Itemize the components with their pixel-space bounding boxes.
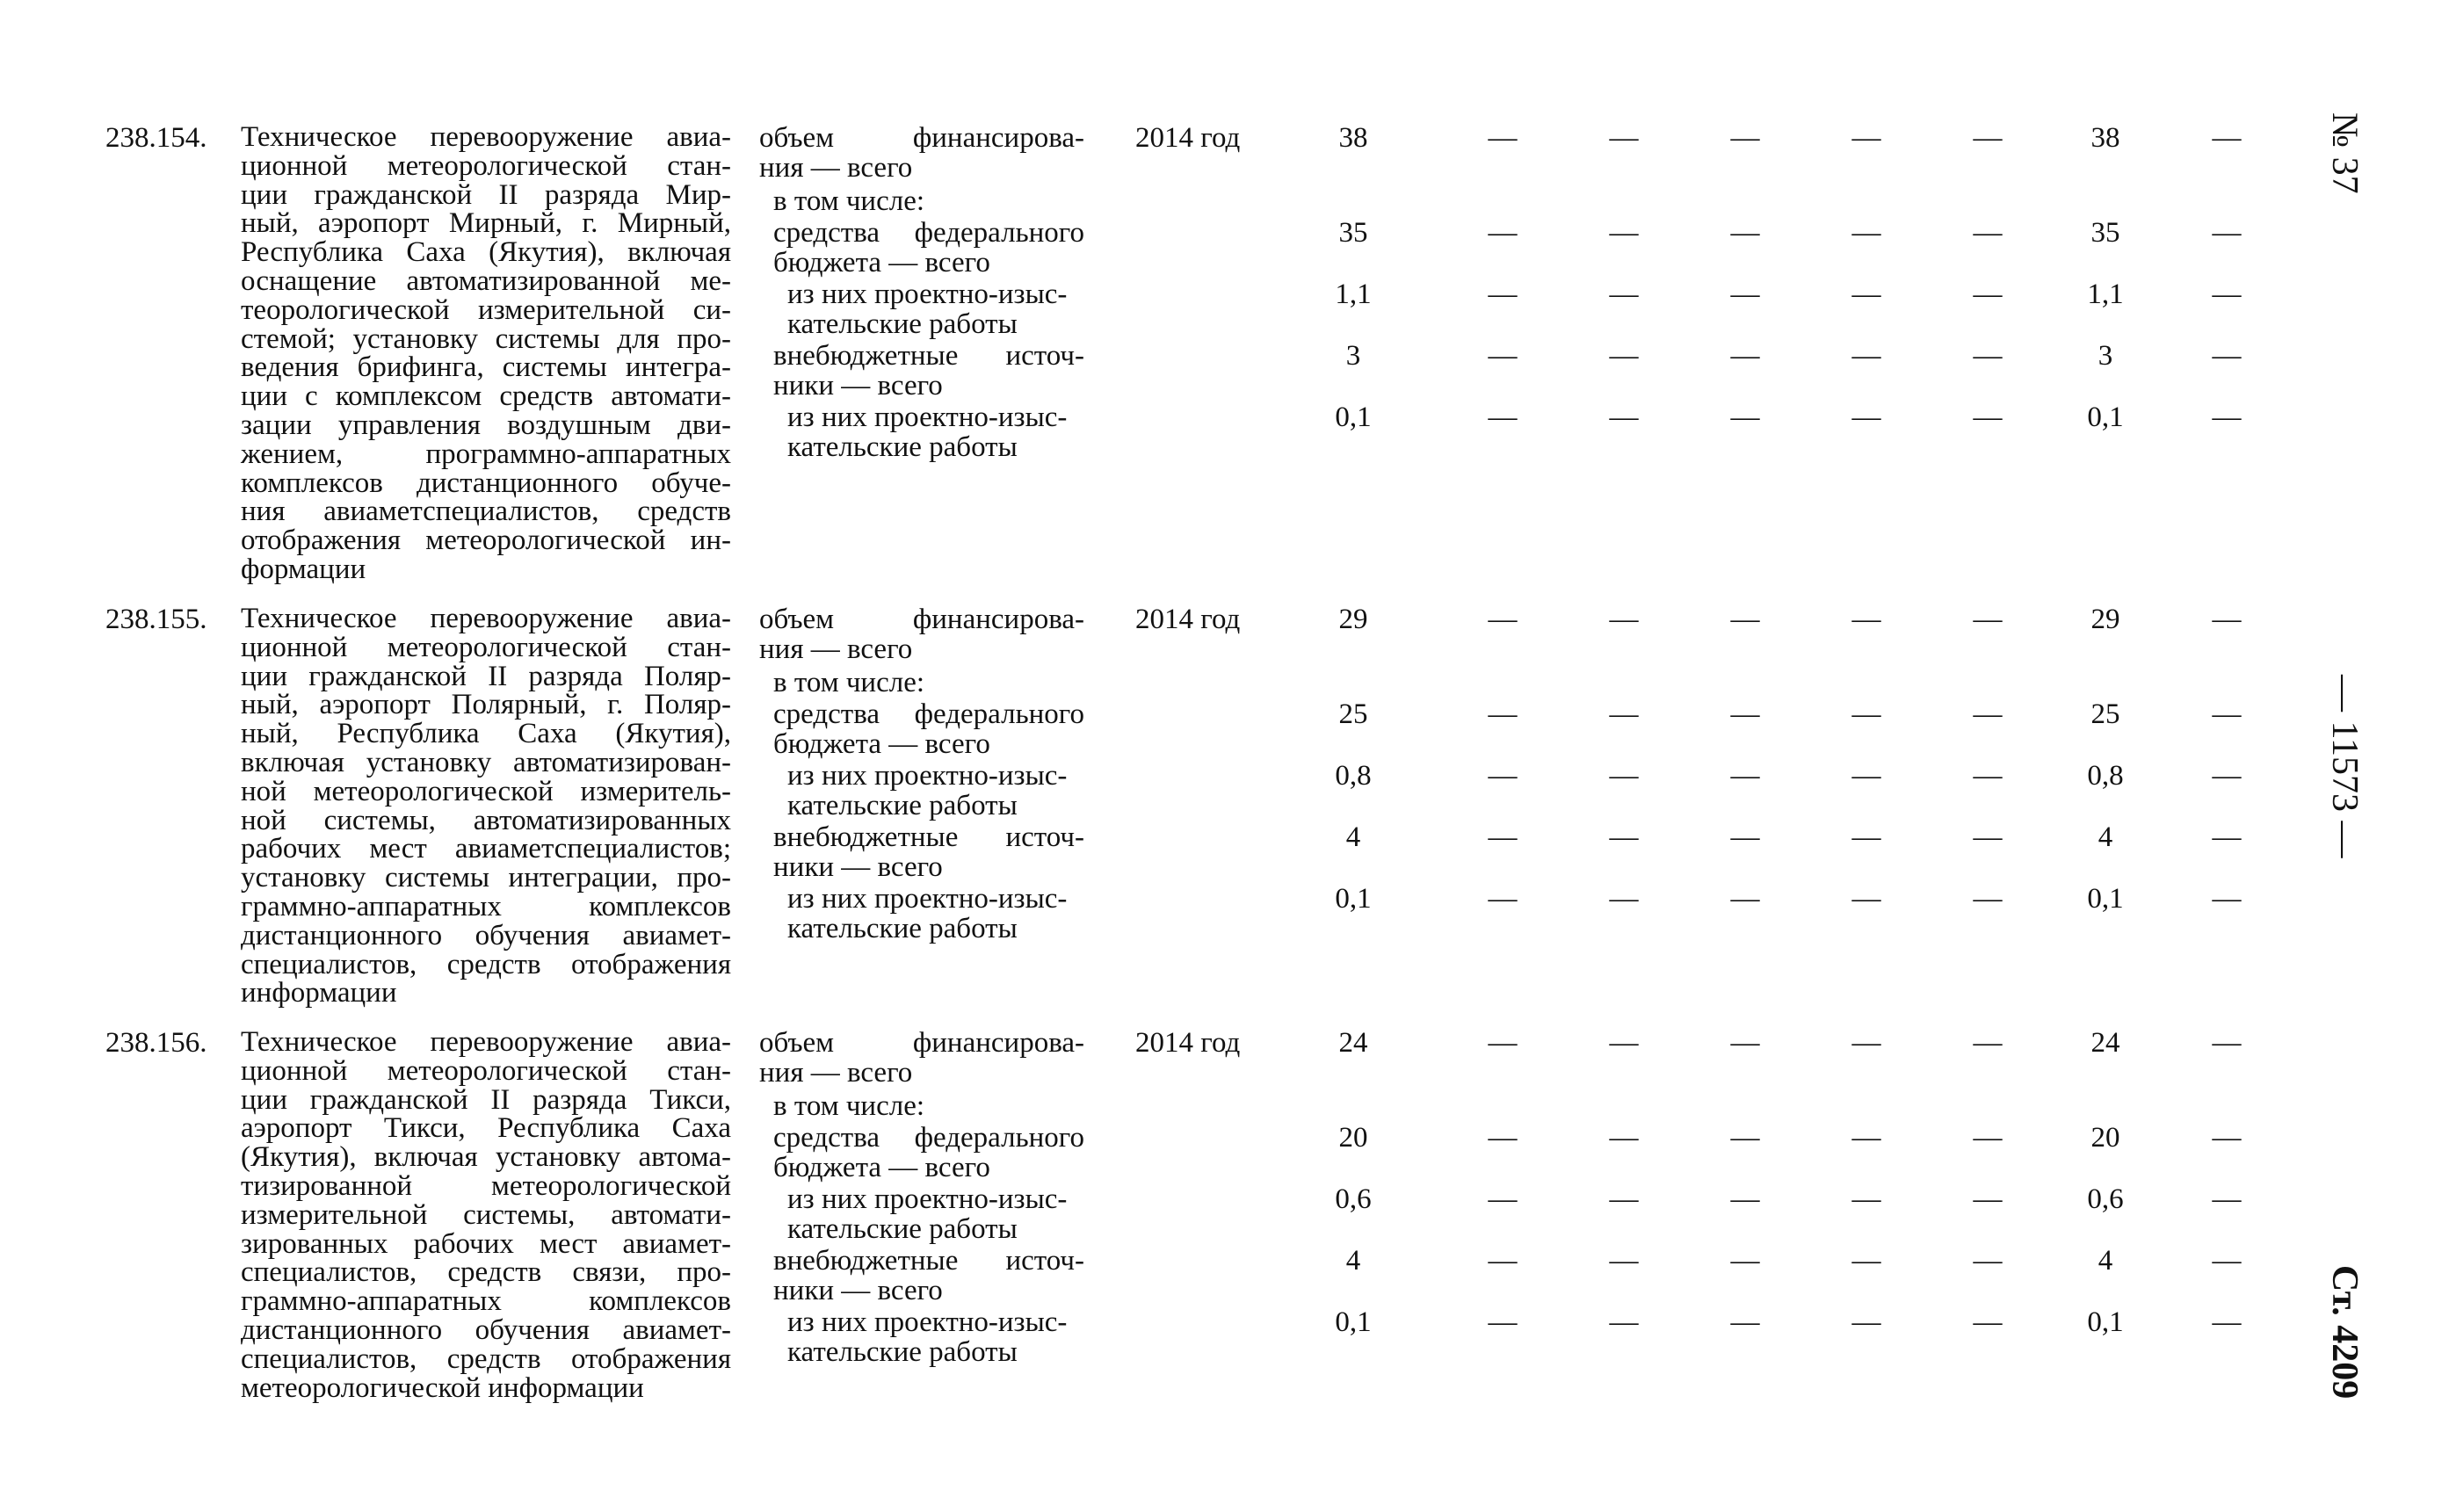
empty-amount-cell: — <box>1488 1306 1518 1338</box>
category-line: из них проектно-изыс- <box>787 883 1068 915</box>
entry-description <box>241 123 731 584</box>
empty-amount-cell: — <box>1730 698 1760 730</box>
amount-total: 1,1 <box>2087 279 2124 310</box>
description-line: отображения метеорологической ин- <box>241 524 731 557</box>
funding-category <box>787 402 1086 462</box>
description-line: ведения брифинга, системы интегра- <box>241 351 731 384</box>
description-line: стемой; установку системы для про- <box>241 322 731 355</box>
empty-amount-cell: — <box>1609 1306 1639 1338</box>
amount-2014: 0,1 <box>1335 883 1372 915</box>
entry-description <box>241 1028 731 1402</box>
empty-amount-cell: — <box>1488 760 1518 792</box>
empty-amount-cell: — <box>1851 1183 1881 1215</box>
empty-amount-cell: — <box>1730 1183 1760 1215</box>
funding-category <box>773 1123 1084 1183</box>
amount-2014: 38 <box>1338 122 1368 154</box>
empty-amount-cell: — <box>1730 1245 1760 1277</box>
empty-amount-cell: — <box>1973 604 2003 635</box>
empty-amount-cell: — <box>1488 1183 1518 1215</box>
empty-amount-cell: — <box>1609 1245 1639 1277</box>
description-line: граммно-аппаратных комплексов <box>241 890 731 922</box>
category-line: средства федерального <box>773 698 1084 730</box>
category-line: кательские работы <box>787 1336 1018 1368</box>
empty-amount-cell: — <box>1851 1306 1881 1338</box>
empty-amount-cell: — <box>1851 760 1881 792</box>
amount-2014: 4 <box>1345 821 1361 853</box>
page-number: — 11573 — <box>2324 675 2365 858</box>
article-number: Ст. 4209 <box>2324 1265 2365 1400</box>
empty-amount-cell: — <box>1973 1306 2003 1338</box>
empty-amount-cell: — <box>1730 217 1760 249</box>
amount-2014: 0,1 <box>1335 402 1372 433</box>
category-line: ния — всего <box>759 633 913 665</box>
description-line: ной метеорологической измеритель- <box>241 775 731 807</box>
empty-amount-cell: — <box>1730 1027 1760 1059</box>
description-line: ции гражданской II разряда Мир- <box>241 178 731 211</box>
empty-amount-cell: — <box>1851 1245 1881 1277</box>
entry-number: 238.154. <box>105 122 207 154</box>
empty-amount-cell: — <box>1851 821 1881 853</box>
empty-amount-cell: — <box>1730 1122 1760 1154</box>
description-line: рабочих мест авиаметспециалистов; <box>241 833 731 865</box>
description-line: Техническое перевооружение авиа- <box>241 603 731 634</box>
description-line: ции гражданской II разряда Тикси, <box>241 1083 731 1116</box>
funding-category <box>773 699 1084 759</box>
entry-description <box>241 604 731 1008</box>
funding-category <box>787 1307 1086 1367</box>
description-line: ционной метеорологической стан- <box>241 1054 731 1087</box>
category-line: ния — всего <box>759 1057 913 1089</box>
description-line: тизированной метеорологической <box>241 1169 731 1202</box>
empty-amount-cell: — <box>1851 1027 1881 1059</box>
category-line: из них проектно-изыс- <box>787 760 1068 792</box>
empty-amount-cell: — <box>1851 402 1881 433</box>
empty-amount-cell: — <box>1973 279 2003 310</box>
empty-amount-cell: — <box>1609 340 1639 372</box>
description-line: Техническое перевооружение авиа- <box>241 1026 731 1058</box>
description-line: установку системы интеграции, про- <box>241 862 731 894</box>
empty-amount-cell: — <box>1730 1306 1760 1338</box>
category-line: кательские работы <box>787 790 1018 821</box>
category-line: ники — всего <box>773 851 943 883</box>
amount-total: 4 <box>2098 1245 2113 1277</box>
description-line: включая установку автоматизирован- <box>241 746 731 778</box>
amount-total: 25 <box>2090 698 2120 730</box>
description-line: граммно-аппаратных комплексов <box>241 1285 731 1318</box>
description-line: специалистов, средств отображения <box>241 948 731 980</box>
including-label <box>773 1091 1125 1121</box>
category-line: объем финансирова- <box>759 122 1084 154</box>
description-line: ции с комплексом средств автомати- <box>241 380 731 413</box>
empty-amount-cell: — <box>1609 604 1639 635</box>
category-line: внебюджетные источ- <box>773 821 1084 853</box>
description-line: информации <box>241 977 397 1009</box>
empty-amount-cell: — <box>1609 279 1639 310</box>
description-line: ционной метеорологической стан- <box>241 149 731 182</box>
empty-amount-cell: — <box>2212 604 2242 635</box>
empty-amount-cell: — <box>1973 1245 2003 1277</box>
category-line: средства федерального <box>773 217 1084 249</box>
amount-2014: 0,6 <box>1335 1183 1372 1215</box>
funding-category <box>787 884 1086 944</box>
amount-total: 38 <box>2090 122 2120 154</box>
empty-amount-cell: — <box>1730 883 1760 915</box>
description-line: ционной метеорологической стан- <box>241 631 731 663</box>
description-line: ния авиаметспециалистов, средств <box>241 496 731 528</box>
empty-amount-cell: — <box>1973 1183 2003 1215</box>
empty-amount-cell: — <box>1488 1245 1518 1277</box>
empty-amount-cell: — <box>2212 122 2242 154</box>
empty-amount-cell: — <box>1730 604 1760 635</box>
funding-category <box>787 279 1086 339</box>
empty-amount-cell: — <box>1973 402 2003 433</box>
empty-amount-cell: — <box>1973 217 2003 249</box>
description-line: зации управления воздушным дви- <box>241 409 731 441</box>
amount-2014: 20 <box>1338 1122 1368 1154</box>
empty-amount-cell: — <box>1609 821 1639 853</box>
empty-amount-cell: — <box>1488 217 1518 249</box>
funding-category <box>759 123 1084 183</box>
empty-amount-cell: — <box>1730 402 1760 433</box>
description-line: ции гражданской II разряда Поляр- <box>241 660 731 692</box>
description-line: специалистов, средств связи, про- <box>241 1256 731 1289</box>
empty-amount-cell: — <box>1488 1122 1518 1154</box>
issue-number: № 37 <box>2324 112 2365 194</box>
amount-total: 24 <box>2090 1027 2120 1059</box>
empty-amount-cell: — <box>1851 340 1881 372</box>
description-line: комплексов дистанционного обуче- <box>241 467 731 499</box>
empty-amount-cell: — <box>1488 122 1518 154</box>
category-line: из них проектно-изыс- <box>787 279 1068 310</box>
category-line: ники — всего <box>773 370 943 402</box>
description-line: оснащение автоматизированной ме- <box>241 264 731 297</box>
including-label <box>773 668 1125 698</box>
empty-amount-cell: — <box>1851 279 1881 310</box>
entry-number: 238.155. <box>105 604 207 635</box>
empty-amount-cell: — <box>1609 760 1639 792</box>
description-line: дистанционного обучения авиамет- <box>241 919 731 951</box>
description-line: метеорологической информации <box>241 1371 644 1404</box>
empty-amount-cell: — <box>1488 1027 1518 1059</box>
description-line: измерительной системы, автомати- <box>241 1198 731 1231</box>
empty-amount-cell: — <box>2212 1245 2242 1277</box>
empty-amount-cell: — <box>1488 340 1518 372</box>
empty-amount-cell: — <box>1973 760 2003 792</box>
empty-amount-cell: — <box>1973 1027 2003 1059</box>
description-line: теорологической измерительной си- <box>241 293 731 326</box>
category-line: из них проектно-изыс- <box>787 402 1068 433</box>
amount-2014: 4 <box>1345 1245 1361 1277</box>
empty-amount-cell: — <box>1488 402 1518 433</box>
amount-total: 4 <box>2098 821 2113 853</box>
empty-amount-cell: — <box>1488 821 1518 853</box>
empty-amount-cell: — <box>1851 883 1881 915</box>
empty-amount-cell: — <box>1851 698 1881 730</box>
empty-amount-cell: — <box>1488 604 1518 635</box>
funding-category <box>773 1246 1084 1306</box>
amount-total: 0,6 <box>2087 1183 2124 1215</box>
description-line: Республика Саха (Якутия), включая <box>241 236 731 269</box>
amount-total: 20 <box>2090 1122 2120 1154</box>
funding-category <box>773 822 1084 882</box>
description-line: ный, аэропорт Мирный, г. Мирный, <box>241 207 731 240</box>
category-line: бюджета — всего <box>773 1152 990 1183</box>
amount-2014: 24 <box>1338 1027 1368 1059</box>
description-line: специалистов, средств отображения <box>241 1342 731 1375</box>
empty-amount-cell: — <box>1973 340 2003 372</box>
funding-category <box>773 218 1084 278</box>
funding-category <box>787 761 1086 821</box>
empty-amount-cell: — <box>1730 340 1760 372</box>
category-line: кательские работы <box>787 431 1018 463</box>
empty-amount-cell: — <box>2212 698 2242 730</box>
including-text: в том числе: <box>773 1090 925 1122</box>
including-label <box>773 186 1125 216</box>
empty-amount-cell: — <box>1609 1027 1639 1059</box>
empty-amount-cell: — <box>1730 279 1760 310</box>
amount-2014: 1,1 <box>1335 279 1372 310</box>
empty-amount-cell: — <box>1730 122 1760 154</box>
empty-amount-cell: — <box>2212 402 2242 433</box>
funding-category <box>759 604 1084 664</box>
empty-amount-cell: — <box>1851 217 1881 249</box>
funding-category <box>759 1028 1084 1088</box>
description-line: зированных рабочих мест авиамет- <box>241 1227 731 1260</box>
category-line: ники — всего <box>773 1275 943 1306</box>
including-text: в том числе: <box>773 185 925 217</box>
amount-total: 0,8 <box>2087 760 2124 792</box>
empty-amount-cell: — <box>1609 217 1639 249</box>
amount-total: 29 <box>2090 604 2120 635</box>
category-line: внебюджетные источ- <box>773 1245 1084 1277</box>
category-line: бюджета — всего <box>773 247 990 279</box>
category-line: объем финансирова- <box>759 604 1084 635</box>
description-line: жением, программно-аппаратных <box>241 438 731 470</box>
empty-amount-cell: — <box>2212 279 2242 310</box>
empty-amount-cell: — <box>1609 1183 1639 1215</box>
description-line: Техническое перевооружение авиа- <box>241 121 731 153</box>
category-line: кательские работы <box>787 1213 1018 1245</box>
empty-amount-cell: — <box>1609 1122 1639 1154</box>
entry-year: 2014 год <box>1135 122 1241 154</box>
entry-number: 238.156. <box>105 1027 207 1059</box>
amount-total: 0,1 <box>2087 1306 2124 1338</box>
empty-amount-cell: — <box>1851 604 1881 635</box>
empty-amount-cell: — <box>1609 402 1639 433</box>
empty-amount-cell: — <box>2212 821 2242 853</box>
amount-2014: 0,1 <box>1335 1306 1372 1338</box>
amount-total: 0,1 <box>2087 402 2124 433</box>
amount-total: 0,1 <box>2087 883 2124 915</box>
description-line: формации <box>241 553 366 585</box>
empty-amount-cell: — <box>1488 279 1518 310</box>
including-text: в том числе: <box>773 667 925 698</box>
empty-amount-cell: — <box>1851 1122 1881 1154</box>
empty-amount-cell: — <box>1973 883 2003 915</box>
empty-amount-cell: — <box>2212 1122 2242 1154</box>
empty-amount-cell: — <box>2212 1306 2242 1338</box>
empty-amount-cell: — <box>1609 122 1639 154</box>
description-line: ный, аэропорт Полярный, г. Поляр- <box>241 689 731 721</box>
entry-year: 2014 год <box>1135 1027 1241 1059</box>
entry-year: 2014 год <box>1135 604 1241 635</box>
amount-total: 35 <box>2090 217 2120 249</box>
amount-2014: 25 <box>1338 698 1368 730</box>
description-line: ный, Республика Саха (Якутия), <box>241 718 731 750</box>
empty-amount-cell: — <box>1730 821 1760 853</box>
empty-amount-cell: — <box>1730 760 1760 792</box>
empty-amount-cell: — <box>1851 122 1881 154</box>
empty-amount-cell: — <box>1488 883 1518 915</box>
amount-2014: 0,8 <box>1335 760 1372 792</box>
empty-amount-cell: — <box>1973 821 2003 853</box>
funding-category <box>773 341 1084 401</box>
empty-amount-cell: — <box>1973 1122 2003 1154</box>
description-line: ной системы, автоматизированных <box>241 804 731 836</box>
funding-category <box>787 1184 1086 1244</box>
category-line: из них проектно-изыс- <box>787 1306 1068 1338</box>
description-line: аэропорт Тикси, Республика Саха <box>241 1112 731 1145</box>
empty-amount-cell: — <box>1488 698 1518 730</box>
amount-2014: 35 <box>1338 217 1368 249</box>
empty-amount-cell: — <box>2212 217 2242 249</box>
empty-amount-cell: — <box>2212 883 2242 915</box>
empty-amount-cell: — <box>1973 698 2003 730</box>
amount-2014: 3 <box>1345 340 1361 372</box>
category-line: ния — всего <box>759 152 913 184</box>
category-line: средства федерального <box>773 1122 1084 1154</box>
description-line: дистанционного обучения авиамет- <box>241 1313 731 1346</box>
description-line: (Якутия), включая установку автома- <box>241 1141 731 1174</box>
category-line: кательские работы <box>787 913 1018 944</box>
category-line: кательские работы <box>787 308 1018 340</box>
amount-2014: 29 <box>1338 604 1368 635</box>
amount-total: 3 <box>2098 340 2113 372</box>
category-line: бюджета — всего <box>773 728 990 760</box>
category-line: внебюджетные источ- <box>773 340 1084 372</box>
empty-amount-cell: — <box>2212 1183 2242 1215</box>
empty-amount-cell: — <box>2212 340 2242 372</box>
empty-amount-cell: — <box>2212 1027 2242 1059</box>
empty-amount-cell: — <box>1973 122 2003 154</box>
empty-amount-cell: — <box>1609 883 1639 915</box>
empty-amount-cell: — <box>1609 698 1639 730</box>
category-line: из них проектно-изыс- <box>787 1183 1068 1215</box>
category-line: объем финансирова- <box>759 1027 1084 1059</box>
empty-amount-cell: — <box>2212 760 2242 792</box>
